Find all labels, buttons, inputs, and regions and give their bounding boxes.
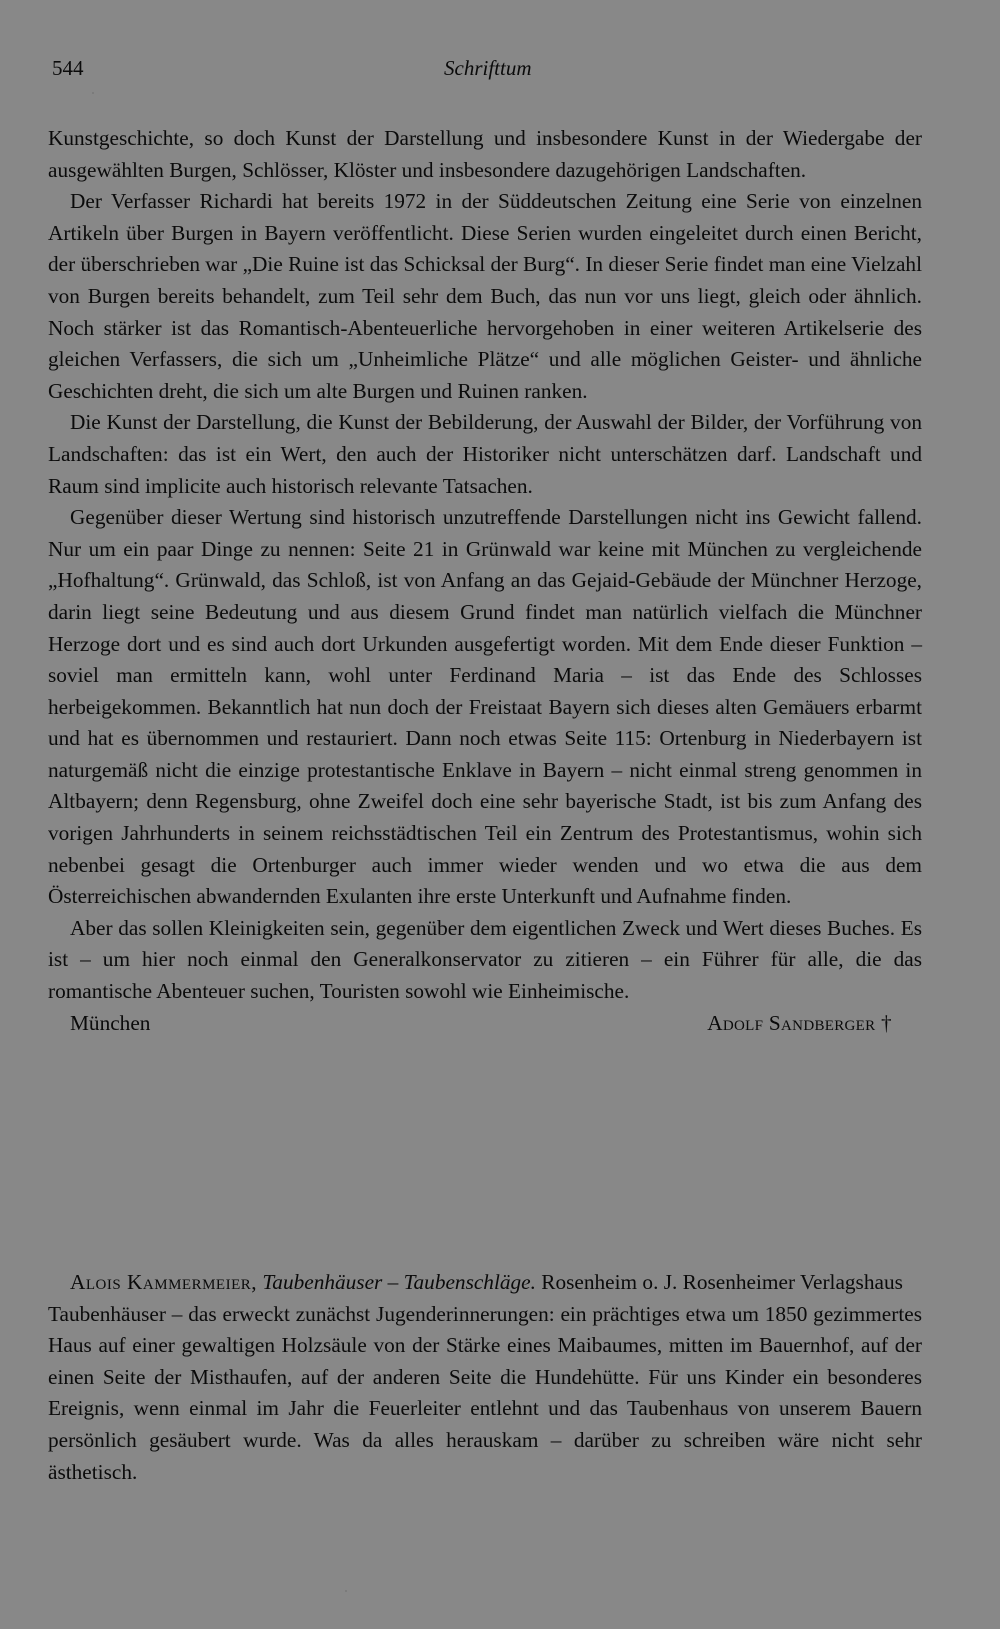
review-paragraph: Kunstgeschichte, so doch Kunst der Darstellung und insbesondere Kunst in der Wiedergabe der ausgewählten Burgen, Schlösser, Klöster und insbesondere dazugehörigen Landschaften. [48,126,922,182]
review-kammermeier [48,1267,922,1488]
review-signature [48,1008,922,1040]
review-sandberger [48,123,922,1040]
review-paragraph: Der Verfasser Richardi hat bereits 1972 in der Süddeutschen Zeitung eine Serie von einzelnen Artikeln über Burgen in Bayern veröffentlicht. Diese Serien wurden eingeleitet durch einen Bericht, der überschrieben war „Die Ruine ist das Schicksal der Burg“. In dieser Serie findet man eine Vielzahl von Burgen bereits behandelt, zum Teil sehr dem Buch, das nun vor uns liegt, gleich oder ähnlich. Noch stärker ist das Romantisch-Abenteuerliche hervorgehoben in einer weiteren Artikelserie des gleichen Verfassers, die sich um „Unheimliche Plätze“ und alle möglichen Geister- und ähnliche Geschichten dreht, die sich um alte Burgen und Ruinen ranken. [48,189,922,403]
review-paragraph: Die Kunst der Darstellung, die Kunst der Bebilderung, der Auswahl der Bilder, der Vorführung von Landschaften: das ist ein Wert, den auch der Historiker nicht unterschätzen darf. Landschaft und Raum sind implicite auch historisch relevante Tatsachen. [48,410,922,498]
review-paragraph: Taubenhäuser – das erweckt zunächst Jugenderinnerungen: ein prächtiges etwa um 1850 gezimmertes Haus auf einer gewaltigen Holzsäule von der Stärke eines Maibaumes, mitten im Bauernhof, auf der einen Seite der Misthaufen, auf der anderen Seite die Hundehütte. Für uns Kinder ein besonderes Ereignis, wenn einmal im Jahr die Feuerleiter entlehnt und das Taubenhaus von unserem Bauern persönlich gesäubert wurde. Was da alles herauskam – darüber zu schreiben wäre nicht sehr ästhetisch. [48,1301,922,1484]
review-paragraph: Gegenüber dieser Wertung sind historisch unzutreffende Darstellungen nicht ins Gewicht fallend. Nur um ein paar Dinge zu nennen: Seite 21 in Grünwald war keine mit München zu vergleichende „Hofhaltung“. Grünwald, das Schloß, ist von Anfang an das Gejaid-Gebäude der Münchner Herzoge, darin liegt seine Bedeutung und aus diesem Grund findet man natürlich vielfach die Münchner Herzoge dort und es sind auch dort Urkunden ausgefertigt worden. Mit dem Ende dieser Funktion – soviel man ermitteln kann, wohl unter Ferdinand Maria – ist das Ende des Schlosses herbeigekommen. Bekanntlich hat nun doch der Freistaat Bayern sich dieses alten Gemäuers erbarmt und hat es übernommen und restauriert. Dann noch etwas Seite 115: Ortenburg in Niederbayern ist naturgemäß nicht die einzige protestantische Enklave in Bayern – nicht einmal streng genommen in Altbayern; denn Regensburg, ohne Zweifel doch eine sehr bayerische Stadt, ist bis zum Anfang des vorigen Jahrhunderts in seinem reichsstädtischen Teil ein Zentrum des Protestantismus, wohin sich nebenbei gesagt die Ortenburger auch immer wieder wenden und wo etwa die aus dem Österreichischen abwandernden Exulanten ihre erste Unterkunft und Aufnahme finden. [48,505,922,909]
citation-title: Taubenhäuser – Taubenschläge. [262,1270,536,1294]
running-head: Schrifttum [444,56,532,80]
signature-reviewer: Adolf Sandberger † [707,1010,892,1035]
scan-speck [92,92,94,94]
page-number: 544 [52,56,84,80]
review-paragraph: Aber das sollen Kleinigkeiten sein, gegenüber dem eigentlichen Zweck und Wert dieses Buches. Es ist – um hier noch einmal den Generalkonservator zu zitieren – ein Führer für alle, die das romantische Abenteuer suchen, Touristen sowohl wie Einheimische. [48,915,922,1004]
signature-place: München [70,1010,151,1035]
scan-speck [345,1590,347,1592]
citation-author: Alois Kammermeier, [70,1270,258,1294]
citation-publisher: Rosenheim o. J. Rosenheimer Verlagshaus [541,1270,903,1294]
page-header [52,56,922,86]
book-citation [48,1267,922,1299]
